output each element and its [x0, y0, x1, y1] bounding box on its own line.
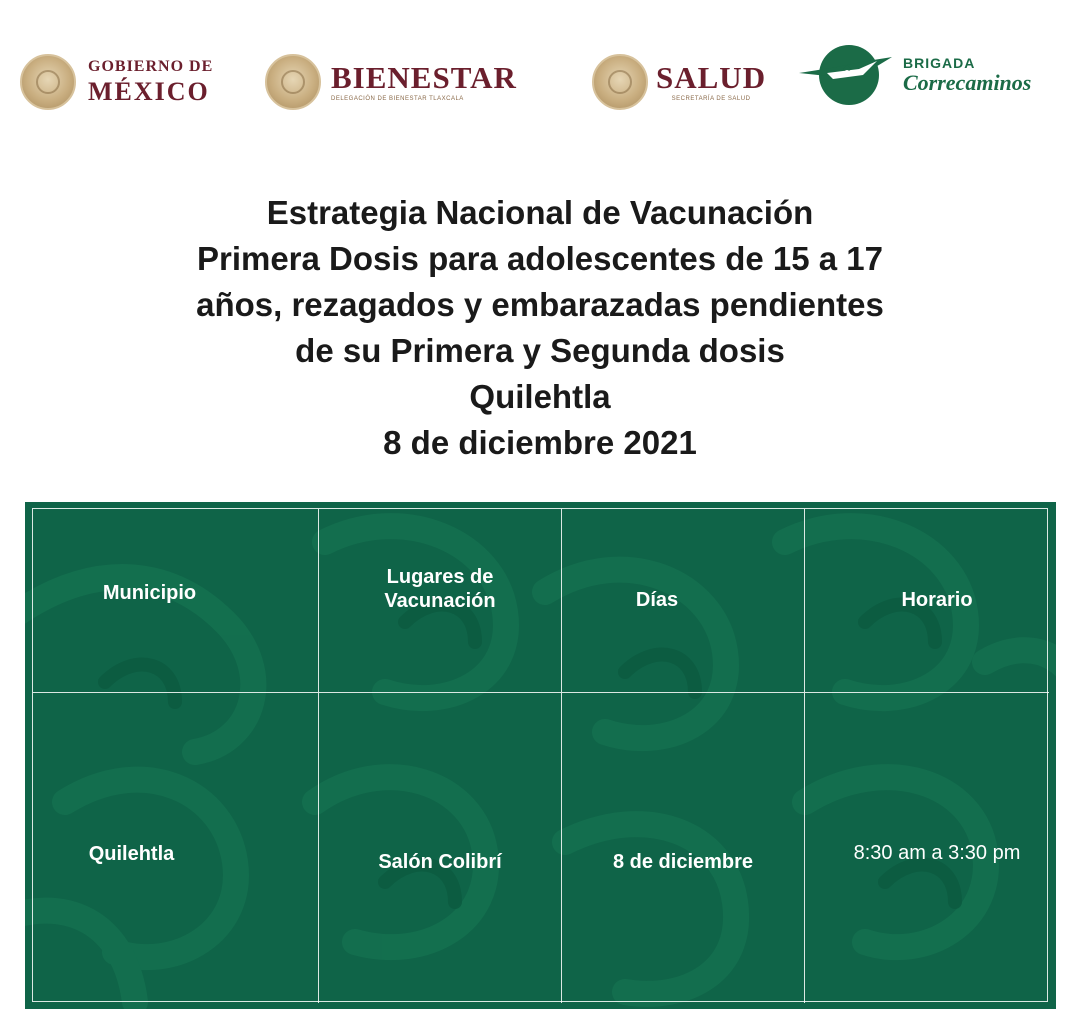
logo-brigada-line2: Correcaminos: [903, 70, 1032, 95]
vaccination-schedule-table: [25, 502, 1056, 1009]
header-cell-lugares: Lugares de Vacunación: [319, 509, 562, 693]
logo-gobierno-line1: GOBIERNO DE: [88, 58, 214, 75]
cell-lugar: Salón Colibrí: [319, 693, 562, 1003]
cell-horario: 8:30 am a 3:30 pm: [853, 842, 1021, 864]
header-logos: [0, 38, 1080, 128]
roadrunner-icon: [797, 43, 897, 107]
title-line-3: años, rezagados y embarazadas pendientes: [196, 286, 884, 323]
national-seal-icon: [592, 54, 648, 110]
title-line-4: de su Primera y Segunda dosis: [295, 332, 785, 369]
cell-municipio: Quilehtla: [33, 693, 319, 1003]
gobierno-de-mexico-logo: [20, 54, 213, 110]
header-cell-municipio: Municipio: [33, 509, 319, 693]
salud-logo: [592, 54, 766, 110]
header-cell-dias: Días: [562, 509, 805, 693]
national-seal-icon: [20, 54, 76, 110]
logo-brigada-line1: BRIGADA: [903, 55, 976, 71]
cell-dia: 8 de diciembre: [562, 693, 805, 1003]
bienestar-logo: [265, 54, 517, 110]
title-line-5: Quilehtla: [469, 378, 611, 415]
logo-salud-title: SALUD: [656, 60, 767, 95]
logo-bienestar-title: BIENESTAR: [331, 60, 517, 95]
national-seal-icon: [265, 54, 321, 110]
brigada-correcaminos-logo: [797, 43, 1031, 107]
header-cell-horario: Horario: [805, 509, 1049, 693]
title-line-2: Primera Dosis para adolescentes de 15 a 17: [196, 240, 884, 277]
schedule-grid: [32, 508, 1048, 1002]
logo-bienestar-subtitle: DELEGACIÓN DE BIENESTAR TLAXCALA: [331, 96, 464, 102]
title-line-6: 8 de diciembre 2021: [383, 424, 697, 461]
title-line-1: Estrategia Nacional de Vacunación: [266, 194, 814, 231]
announcement-title: [0, 190, 1080, 466]
logo-gobierno-line2: MÉXICO: [88, 77, 210, 106]
logo-salud-subtitle: SECRETARÍA DE SALUD: [671, 96, 751, 102]
